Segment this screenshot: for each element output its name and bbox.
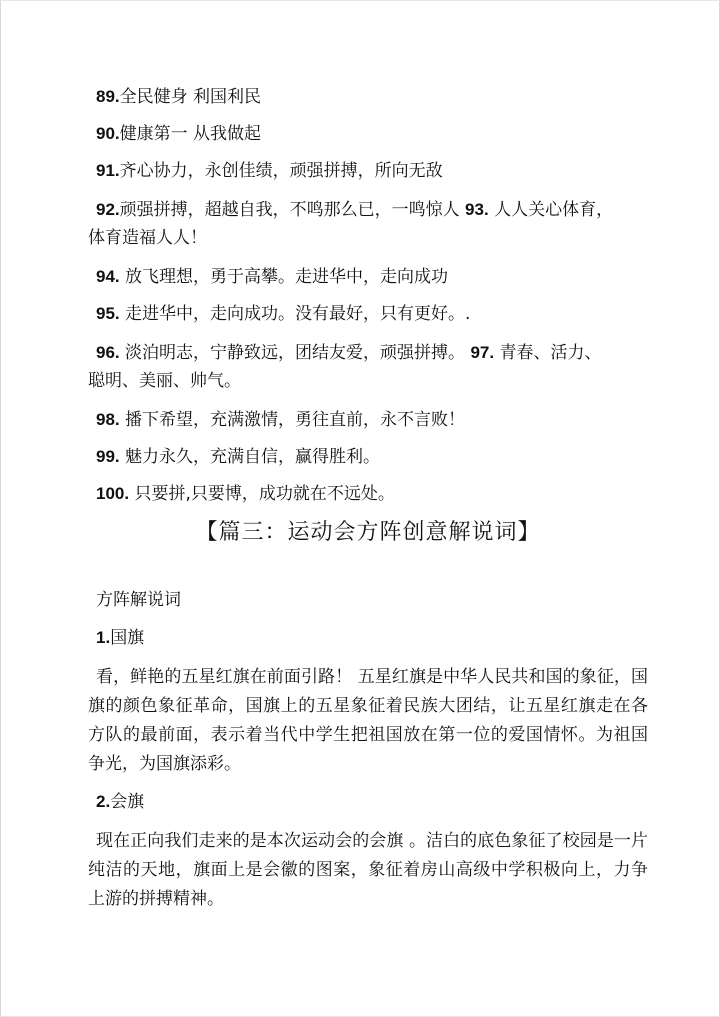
slogan-91 bbox=[88, 158, 648, 184]
slogan-100 bbox=[88, 481, 648, 507]
slogan-number: 93. bbox=[465, 200, 489, 219]
item-2-title bbox=[88, 789, 648, 815]
item-number: 2. bbox=[96, 792, 111, 811]
slogan-96-97 bbox=[88, 338, 648, 368]
slogan-number: 89. bbox=[96, 87, 120, 106]
item-title: 会旗 bbox=[110, 792, 145, 812]
slogan-text: 魅力永久，充满自信，赢得胜利。 bbox=[119, 447, 381, 467]
slogan-number: 90. bbox=[96, 124, 120, 143]
slogan-number: 98. bbox=[96, 410, 120, 429]
slogan-text: 走进华中，走向成功。没有最好，只有更好。. bbox=[119, 304, 471, 324]
slogan-text: 全民健身 利国利民 bbox=[119, 87, 262, 107]
slogan-text: 只要拼,只要博，成功就在不远处。 bbox=[129, 484, 395, 504]
slogan-number: 100. bbox=[96, 484, 130, 503]
slogan-text: 健康第一 从我做起 bbox=[119, 124, 262, 144]
slogan-97-continued bbox=[88, 368, 648, 394]
slogan-number: 95. bbox=[96, 304, 120, 323]
slogan-99 bbox=[88, 444, 648, 470]
slogan-number: 97. bbox=[470, 343, 495, 362]
section-title: 方阵解说词 bbox=[96, 590, 181, 610]
slogan-number: 91. bbox=[96, 161, 120, 180]
slogan-number: 94. bbox=[96, 267, 120, 286]
item-number: 1. bbox=[96, 628, 111, 647]
slogan-text: 顽强拼搏，超越自我，不鸣那么已，一鸣惊人 bbox=[119, 200, 460, 220]
slogan-92-93 bbox=[88, 195, 648, 225]
slogan-94 bbox=[88, 264, 648, 290]
slogan-text: 人人关心体育， bbox=[488, 200, 614, 220]
slogan-text: 放飞理想，勇于高攀。走进华中，走向成功 bbox=[119, 267, 449, 287]
slogan-90 bbox=[88, 121, 648, 147]
slogan-text: 青春、活力、 bbox=[494, 343, 602, 363]
slogan-89 bbox=[88, 84, 648, 110]
section-heading: 【篇三：运动会方阵创意解说词】 bbox=[195, 520, 541, 545]
slogan-text: 齐心协力，永创佳绩，顽强拼搏，所向无敌 bbox=[119, 161, 443, 181]
item-1-body: 看，鲜艳的五星红旗在前面引路！ 五星红旗是中华人民共和国的象征，国旗的颜色象征革命，国旗上的五星象征着民族大团结，让五星红旗走在各方队的最前面，表示着当代中学生把祖国放在第一位的爱国情怀。为祖国争光，为国旗添彩。 bbox=[88, 667, 648, 774]
slogan-text: 播下希望，充满激情，勇往直前，永不言败！ bbox=[119, 410, 466, 430]
slogan-text: 体育造福人人！ bbox=[88, 228, 207, 248]
item-title: 国旗 bbox=[110, 628, 145, 648]
slogan-98 bbox=[88, 407, 648, 433]
item-1-title bbox=[88, 625, 648, 651]
slogan-95 bbox=[88, 301, 648, 327]
slogan-93-continued bbox=[88, 225, 648, 251]
item-2-body: 现在正向我们走来的是本次运动会的会旗 。洁白的底色象征了校园是一片纯洁的天地，旗面上是会徽的图案，象征着房山高级中学积极向上，力争上游的拼搏精神。 bbox=[88, 831, 648, 909]
slogan-number: 92. bbox=[96, 200, 120, 219]
slogan-number: 99. bbox=[96, 447, 120, 466]
slogan-number: 96. bbox=[96, 343, 120, 362]
slogan-text: 聪明、美丽、帅气。 bbox=[88, 371, 241, 391]
slogan-text: 淡泊明志，宁静致远，团结友爱，顽强拼搏。 bbox=[119, 343, 466, 363]
document-body bbox=[88, 84, 648, 914]
